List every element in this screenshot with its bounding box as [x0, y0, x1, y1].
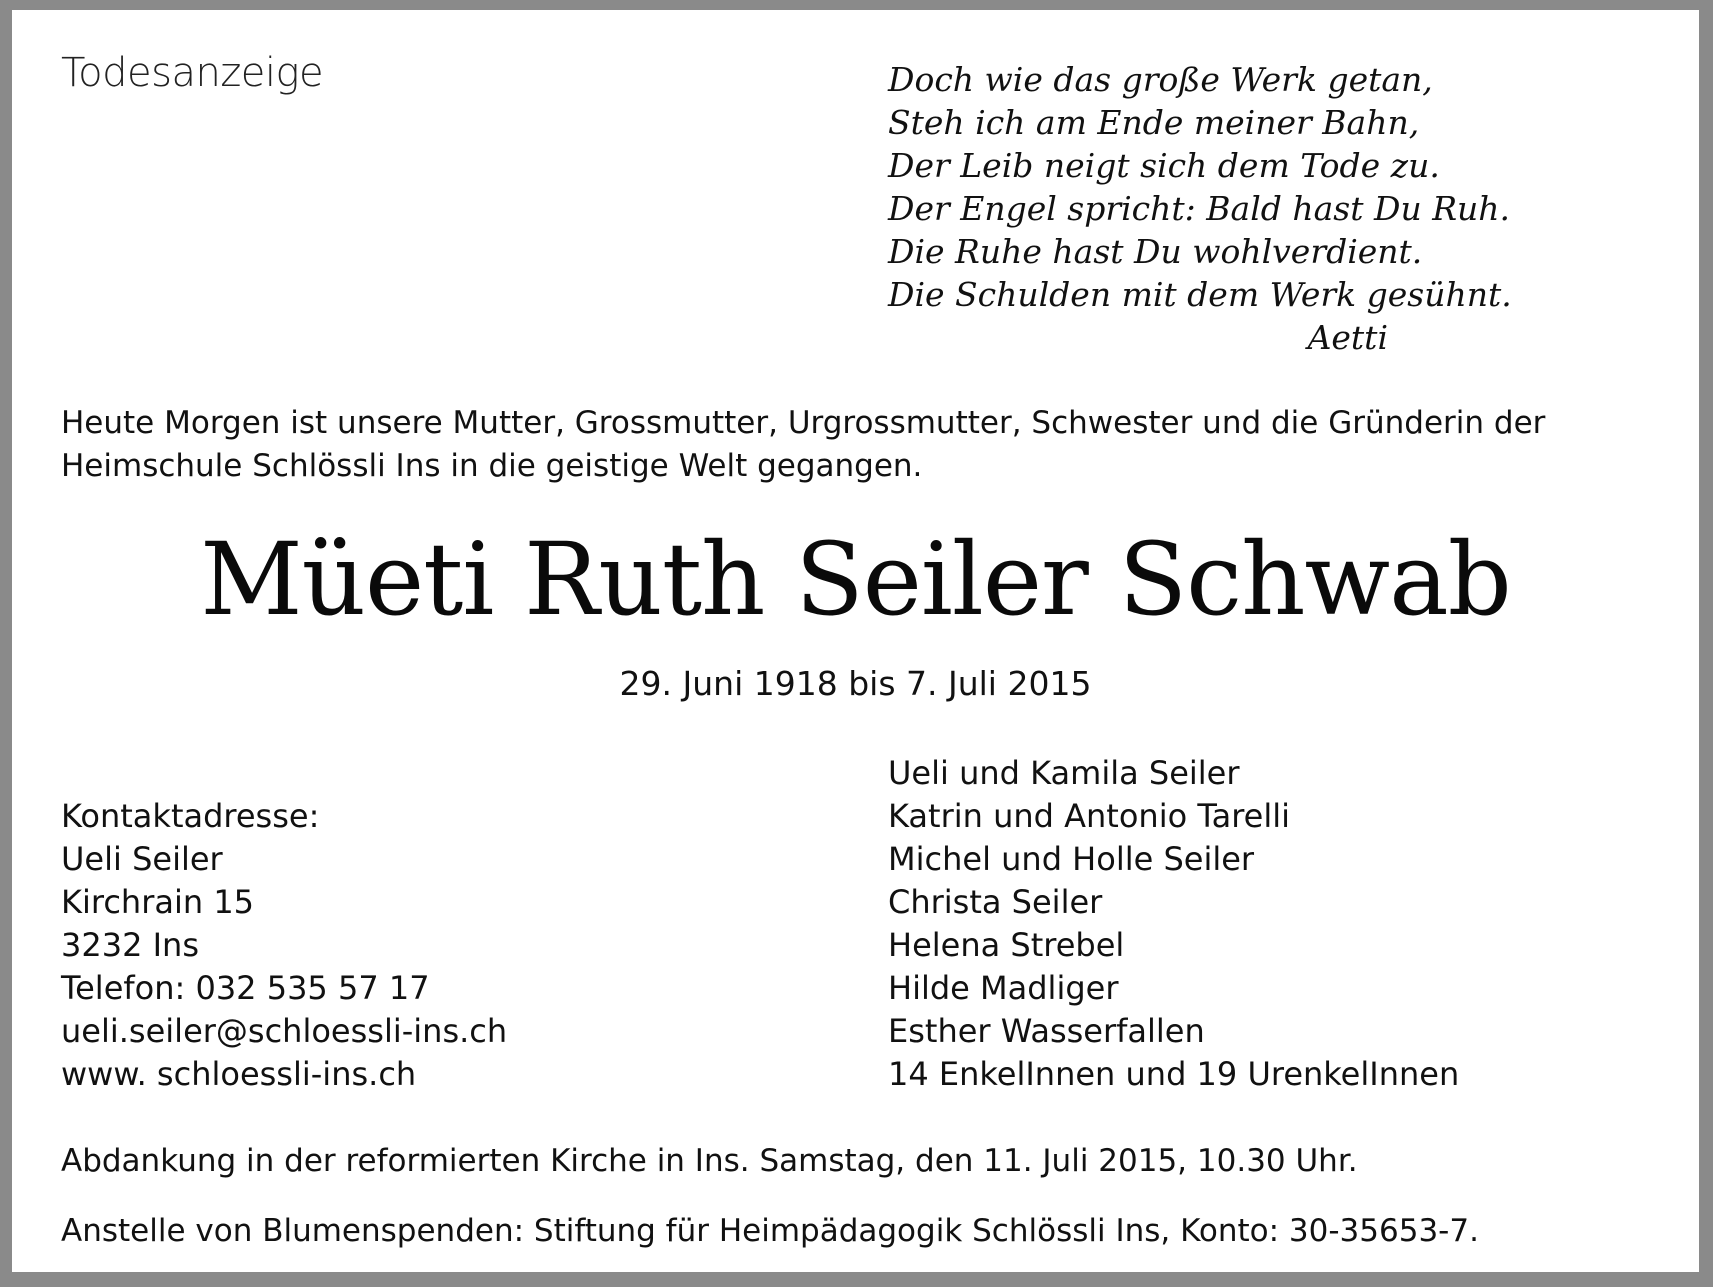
- poem-line: Die Schulden mit dem Werk gesühnt.: [888, 275, 1512, 314]
- family-member: Katrin und Antonio Tarelli: [888, 797, 1291, 835]
- contact-heading: Kontaktadresse:: [61, 797, 320, 835]
- contact-street: Kirchrain 15: [61, 883, 255, 921]
- contact-email: ueli.seiler@schloessli-ins.ch: [61, 1012, 508, 1050]
- deceased-name: Müeti Ruth Seiler Schwab: [200, 521, 1511, 638]
- poem-line: Steh ich am Ende meiner Bahn,: [888, 103, 1420, 142]
- contact-city: 3232 Ins: [61, 926, 199, 964]
- contact-phone: Telefon: 032 535 57 17: [61, 969, 430, 1007]
- poem: [888, 58, 1512, 359]
- service-notice: Abdankung in der reformierten Kirche in Ins. Samstag, den 11. Juli 2015, 10.30 Uhr.: [61, 1143, 1358, 1179]
- contact-website: www. schloessli-ins.ch: [61, 1055, 417, 1093]
- family-member: Christa Seiler: [888, 883, 1103, 921]
- family-member: Hilde Madliger: [888, 969, 1119, 1007]
- family-member: 14 EnkelInnen und 19 UrenkelInnen: [888, 1055, 1460, 1093]
- family-member: Helena Strebel: [888, 926, 1125, 964]
- family-member: Ueli und Kamila Seiler: [888, 754, 1240, 792]
- poem-line: Die Ruhe hast Du wohlverdient.: [888, 232, 1423, 271]
- contact-address: [61, 795, 507, 1096]
- poem-line: Der Leib neigt sich dem Tode zu.: [888, 146, 1440, 185]
- contact-name: Ueli Seiler: [61, 840, 223, 878]
- poem-line: Der Engel spricht: Bald hast Du Ruh.: [888, 189, 1511, 228]
- life-dates: 29. Juni 1918 bis 7. Juli 2015: [619, 664, 1092, 703]
- intro-text: Heute Morgen ist unsere Mutter, Grossmutter, Urgrossmutter, Schwester und die Gründerin der Heimschule Schlössli Ins in die geistige Welt gegangen.: [61, 405, 1546, 484]
- poem-author: Aetti: [1307, 318, 1388, 357]
- obituary-page: [12, 10, 1699, 1272]
- family-member: Michel und Holle Seiler: [888, 840, 1255, 878]
- donation-notice: Anstelle von Blumenspenden: Stiftung für Heimpädagogik Schlössli Ins, Konto: 30-35653-7.: [61, 1213, 1479, 1249]
- poem-line: Doch wie das große Werk getan,: [888, 60, 1433, 99]
- family-list: [888, 752, 1459, 1096]
- document-type-label: Todesanzeige: [61, 50, 324, 96]
- family-member: Esther Wasserfallen: [888, 1012, 1205, 1050]
